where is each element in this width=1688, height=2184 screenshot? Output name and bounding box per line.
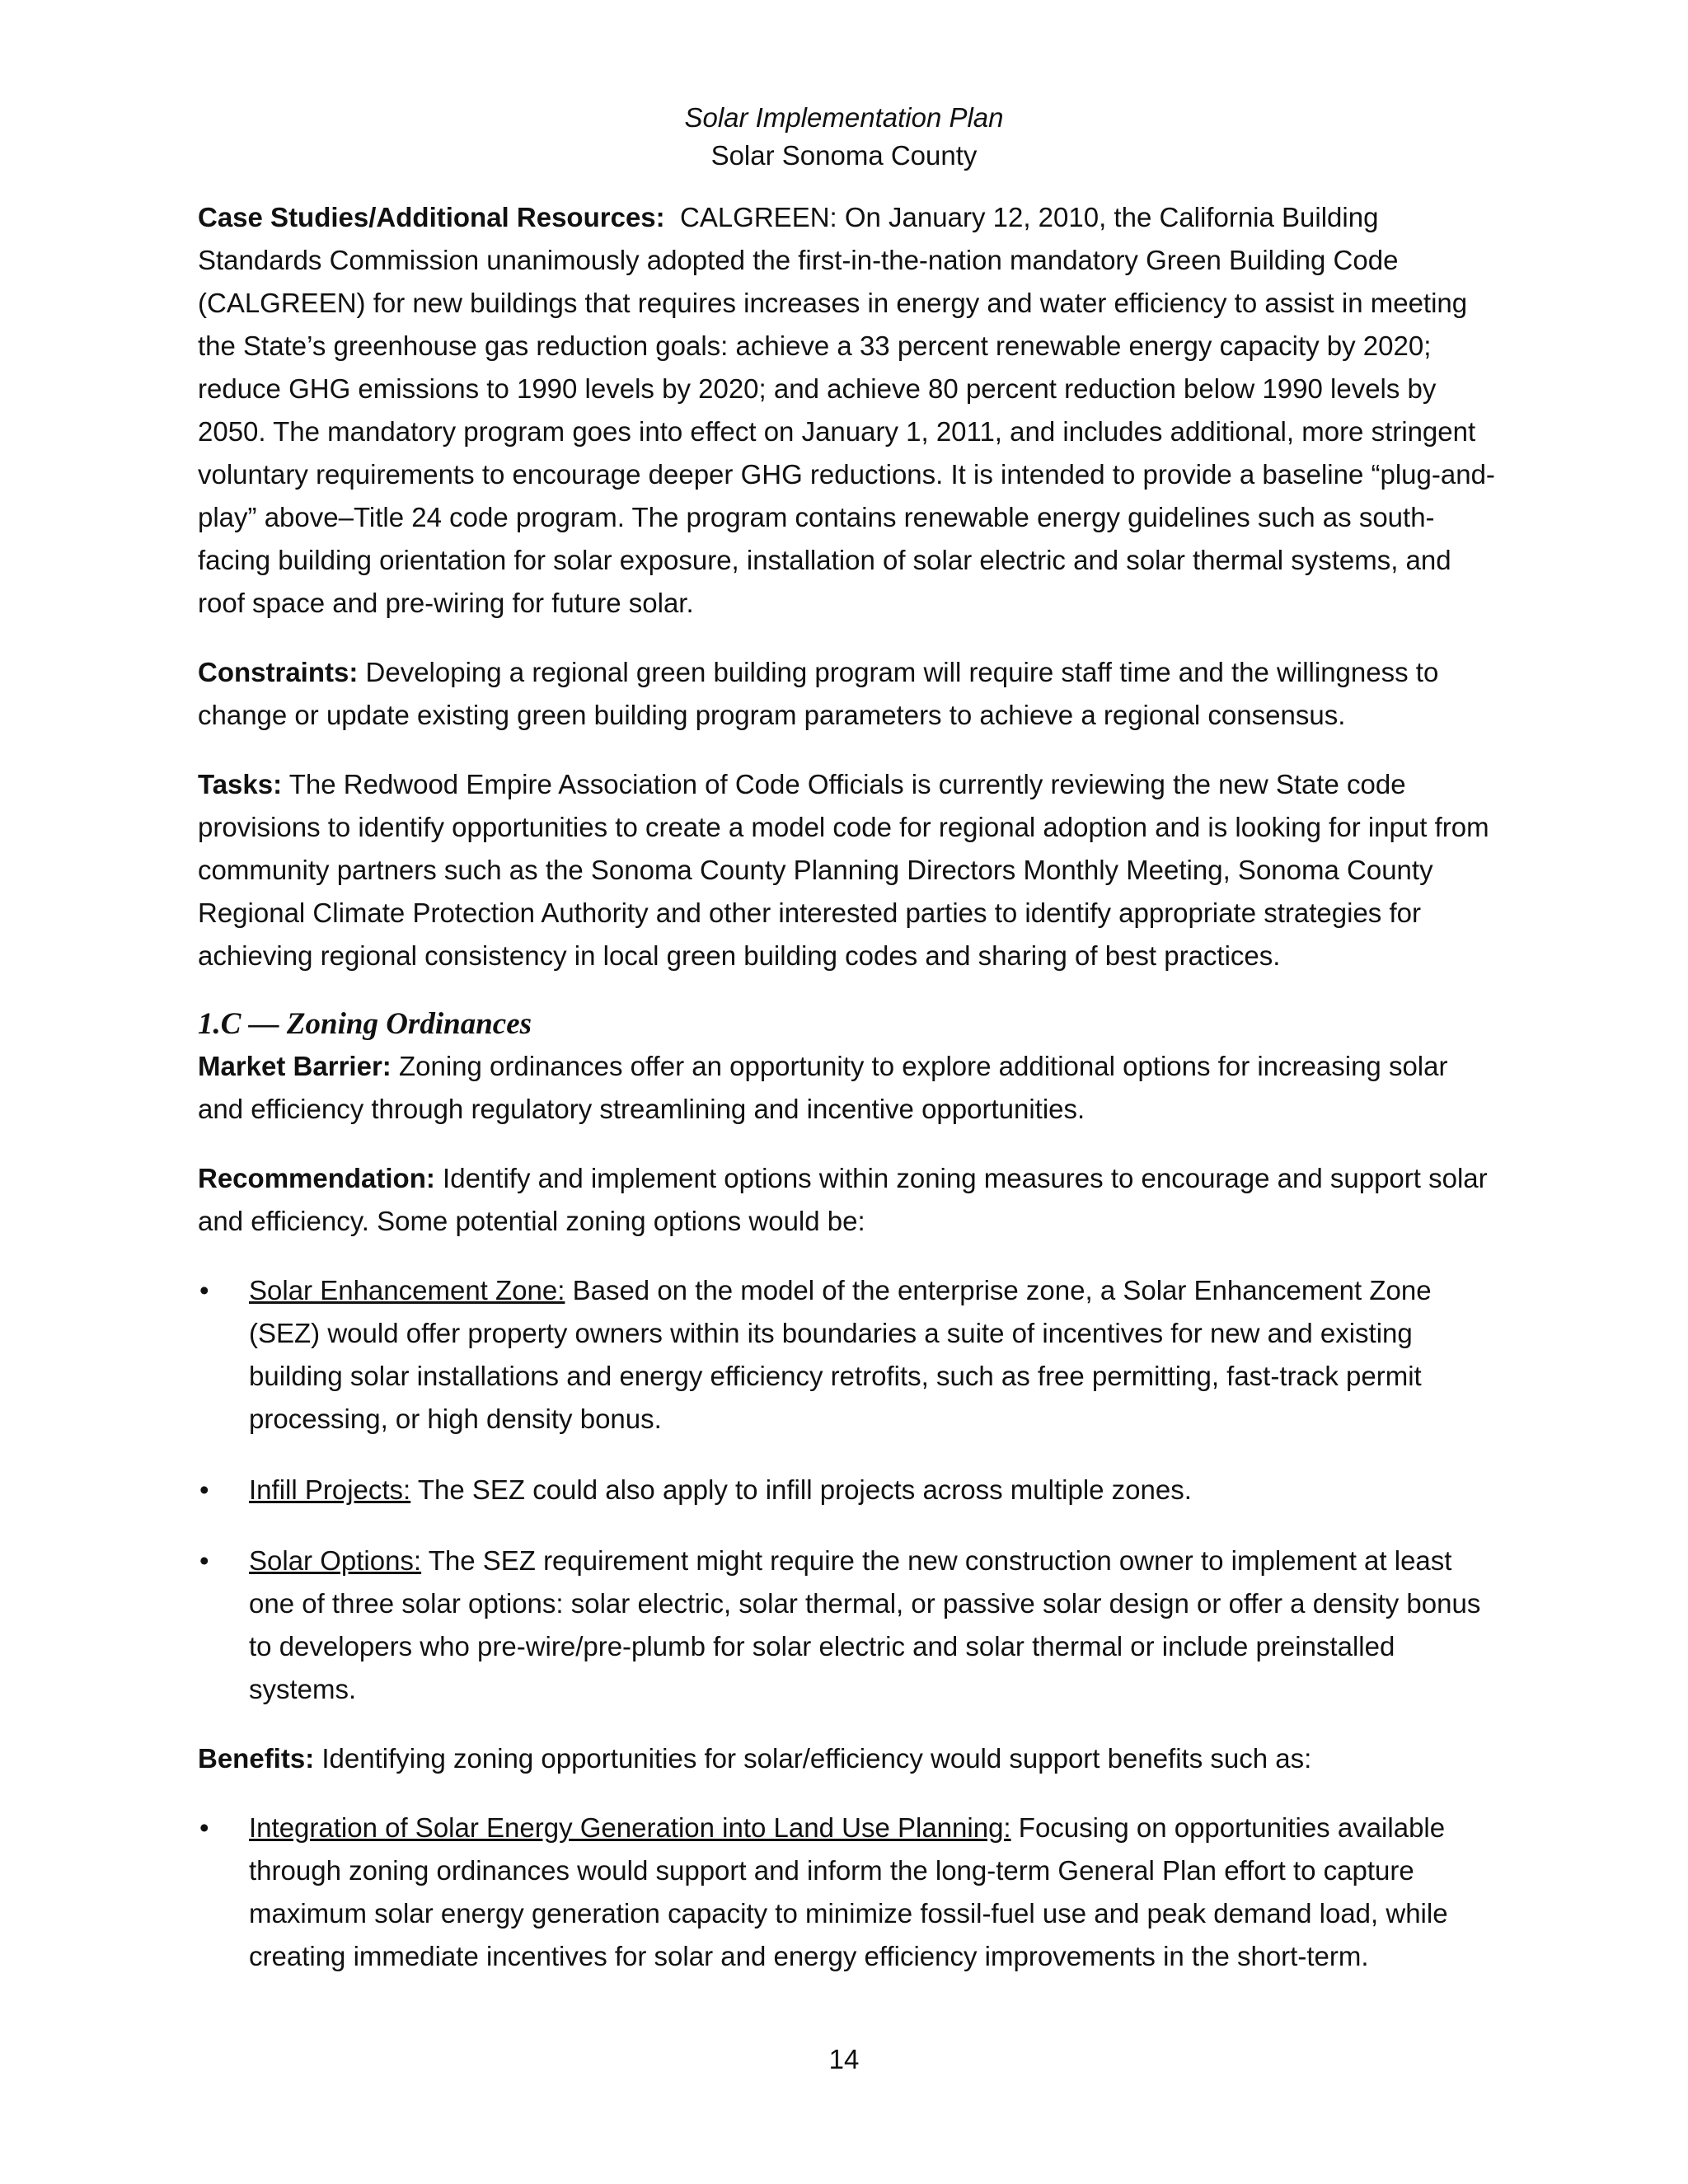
list-item bbox=[198, 1469, 1500, 1511]
list-item bbox=[198, 1269, 1500, 1441]
list-item-term: Infill Projects: bbox=[249, 1474, 411, 1505]
benefits-list bbox=[198, 1807, 1500, 1978]
list-item-text: The SEZ requirement might require the new construction owner to implement at least one of three solar options: solar electric, solar thermal, or passive solar design or offer a density bonus to developers who pre-wire/pre-plumb for solar electric and solar thermal or include preinstalled systems. bbox=[249, 1545, 1481, 1704]
case-studies-label: Case Studies/Additional Resources: bbox=[198, 202, 665, 232]
list-item-term: Solar Options: bbox=[249, 1545, 422, 1576]
benefits-text: Identifying zoning opportunities for solar/efficiency would support benefits such as: bbox=[321, 1743, 1312, 1774]
case-studies-text: CALGREEN: On January 12, 2010, the California Building Standards Commission unanimously adopted the first-in-the-nation mandatory Green Building Code (CALGREEN) for new buildings that requires increases in energy and water efficiency to assist in meeting the State’s greenhouse gas reduction goals: achieve a 33 percent renewable energy capacity by 2020; reduce GHG emissions to 1990 levels by 2020; and achieve 80 percent reduction below 1990 levels by 2050. The mandatory program goes into effect on January 1, 2011, and includes additional, more stringent voluntary requirements to encourage deeper GHG reductions. It is intended to provide a baseline “plug-and-play” above–Title 24 code program. The program contains renewable energy guidelines such as south-facing building orientation for solar exposure, installation of solar electric and solar thermal systems, and roof space and pre-wiring for future solar. bbox=[198, 202, 1495, 618]
benefits-paragraph bbox=[198, 1737, 1500, 1780]
list-item-text: Focusing on opportunities available through zoning ordinances would support and inform the long-term General Plan effort to capture maximum solar energy generation capacity to minimize fossil-fuel use and peak demand load, while creating immediate incentives for solar and energy efficiency improvements in the short-term. bbox=[249, 1812, 1448, 1971]
tasks-label: Tasks: bbox=[198, 769, 283, 799]
tasks-text: The Redwood Empire Association of Code Officials is currently reviewing the new State code provisions to identify opportunities to create a model code for regional adoption and is looking for input from community partners such as the Sonoma County Planning Directors Monthly Meeting, Sonoma County Regional Climate Protection Authority and other interested parties to identify appropriate strategies for achieving regional consistency in local green building codes and sharing of best practices. bbox=[198, 769, 1489, 971]
market-barrier-text: Zoning ordinances offer an opportunity to explore additional options for increasing solar and efficiency through regulatory streamlining and incentive opportunities. bbox=[198, 1051, 1448, 1124]
recommendation-paragraph bbox=[198, 1157, 1500, 1243]
section-heading: 1.C — Zoning Ordinances bbox=[198, 1007, 532, 1041]
recommendation-text: Identify and implement options within zoning measures to encourage and support solar and efficiency. Some potential zoning options would be: bbox=[198, 1163, 1488, 1236]
list-item-term: Integration of Solar Energy Generation into Land Use Planning: bbox=[249, 1812, 1011, 1843]
market-barrier-label: Market Barrier: bbox=[198, 1051, 392, 1081]
constraints-text: Developing a regional green building program will require staff time and the willingness to change or update existing green building program parameters to achieve a regional consensus. bbox=[198, 657, 1439, 730]
page-number: 14 bbox=[828, 2044, 860, 2074]
constraints-label: Constraints: bbox=[198, 657, 359, 687]
list-item bbox=[198, 1540, 1500, 1711]
list-item-text: Based on the model of the enterprise zone, a Solar Enhancement Zone (SEZ) would offer property owners within its boundaries a suite of incentives for new and existing building solar installations and energy efficiency retrofits, such as free permitting, fast-track permit processing, or high density bonus. bbox=[249, 1275, 1432, 1434]
bullet-icon: • bbox=[199, 1812, 209, 1843]
page-header bbox=[0, 99, 1688, 175]
list-item-term: Solar Enhancement Zone: bbox=[249, 1275, 565, 1305]
document-subtitle: Solar Sonoma County bbox=[710, 140, 978, 171]
bullet-icon: • bbox=[199, 1474, 209, 1505]
case-studies-paragraph bbox=[198, 196, 1500, 625]
benefits-label: Benefits: bbox=[198, 1743, 315, 1774]
recommendation-label: Recommendation: bbox=[198, 1163, 435, 1193]
constraints-paragraph bbox=[198, 651, 1500, 737]
list-item bbox=[198, 1807, 1500, 1978]
tasks-paragraph bbox=[198, 763, 1500, 977]
page-body bbox=[198, 196, 1500, 2004]
list-item-text: The SEZ could also apply to infill projects across multiple zones. bbox=[417, 1474, 1192, 1505]
bullet-icon: • bbox=[199, 1545, 209, 1576]
zoning-options-list bbox=[198, 1269, 1500, 1711]
bullet-icon: • bbox=[199, 1275, 209, 1305]
document-title: Solar Implementation Plan bbox=[684, 102, 1004, 133]
market-barrier-paragraph bbox=[198, 1045, 1500, 1131]
